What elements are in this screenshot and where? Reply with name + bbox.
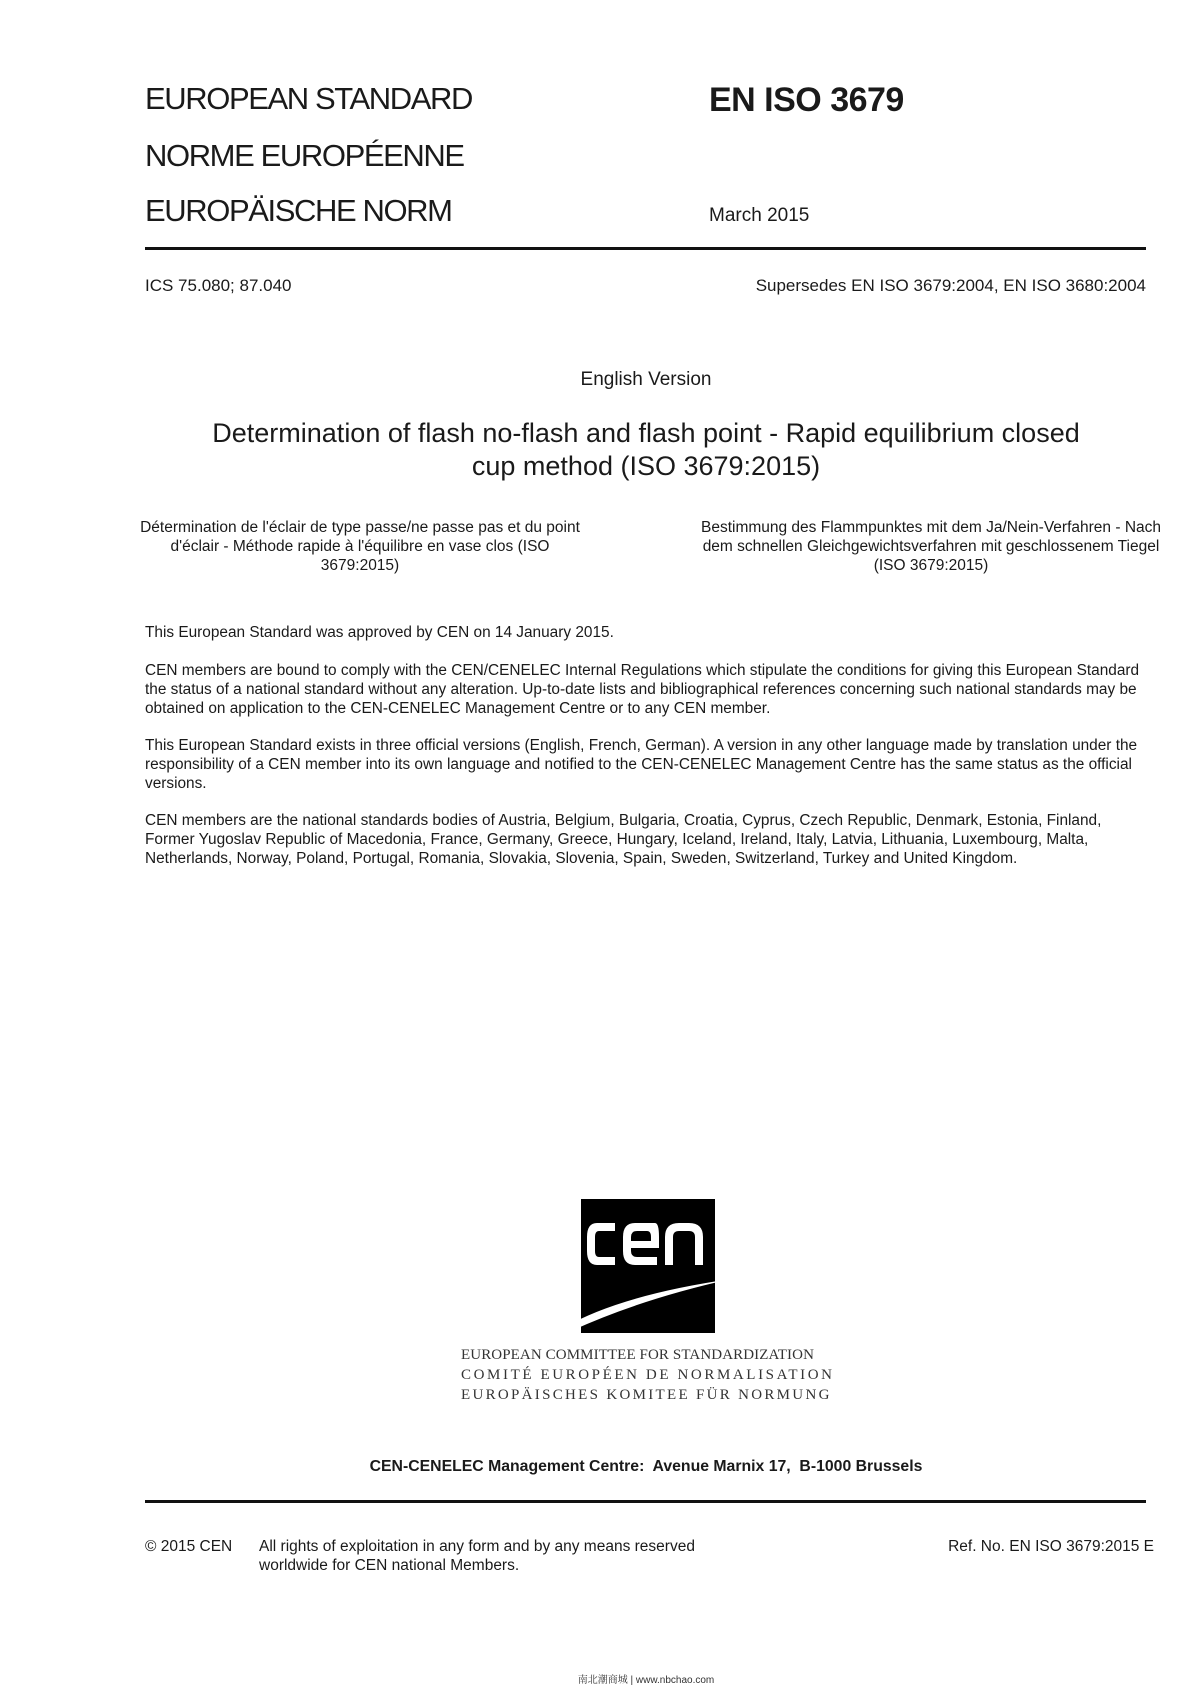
header-name-fr: NORME EUROPÉENNE [145, 138, 464, 173]
reference-number: Ref. No. EN ISO 3679:2015 E [948, 1538, 1154, 1555]
publication-date: March 2015 [709, 205, 810, 226]
regulations-paragraph: CEN members are bound to comply with the CEN/CENELEC Internal Regulations which stipulate the conditions for giving this European Standard the status of a national standard without any alteration. Up-to-date lists and bibliographical references concerning such national standards may be obtained on application to the CEN-CENELEC Management Centre or to any CEN member. [145, 662, 1140, 717]
cen-logo-icon [581, 1199, 715, 1333]
watermark-link[interactable]: 南北潮商城 | www.nbchao.com [577, 1675, 715, 1686]
version-label: English Version [580, 369, 712, 390]
header-name-en: EUROPEAN STANDARD [145, 81, 473, 116]
document-title-french: Détermination de l'éclair de type passe/ne passe pas et du point d'éclair - Méthode rapide à l'équilibre en vase clos (ISO 3679:2015) [140, 519, 580, 574]
document-title: Determination of flash no-flash and flash point - Rapid equilibrium closed cup method (ISO 3679:2015) [212, 418, 1080, 481]
footer-divider [145, 1500, 1146, 1503]
supersedes-note: Supersedes EN ISO 3679:2004, EN ISO 3680:2004 [755, 276, 1146, 295]
header-divider [145, 247, 1146, 250]
ics-code: ICS 75.080; 87.040 [145, 276, 292, 295]
rights-statement: All rights of exploitation in any form and by any means reserved worldwide for CEN national Members. [259, 1538, 695, 1574]
committee-name-en: EUROPEAN COMMITTEE FOR STANDARDIZATION [461, 1347, 815, 1363]
standard-code: EN ISO 3679 [709, 81, 904, 119]
versions-paragraph: This European Standard exists in three official versions (English, French, German). A version in any other language made by translation under the responsibility of a CEN member into its own language and notified to the CEN-CENELEC Management Centre has the same status as the official versions. [145, 737, 1138, 792]
committee-name-de: EUROPÄISCHES KOMITEE FÜR NORMUNG [461, 1387, 832, 1403]
management-centre-address: CEN-CENELEC Management Centre: Avenue Marnix 17, B-1000 Brussels [369, 1458, 923, 1475]
members-paragraph: CEN members are the national standards bodies of Austria, Belgium, Bulgaria, Croatia, Cyprus, Czech Republic, Denmark, Estonia, Finland, Former Yugoslav Republic of Macedonia, France, Germany, Greece, Hungary, Iceland, Ireland, Italy, Latvia, Lithuania, Luxembourg, Malta, Netherlands, Norway, Poland, Portugal, Romania, Slovakia, Slovenia, Spain, Sweden, Switzerland, Turkey and United Kingdom. [145, 812, 1102, 867]
copyright-notice: © 2015 CEN [145, 1538, 233, 1555]
header-name-de: EUROPÄISCHE NORM [145, 193, 452, 228]
document-title-german: Bestimmung des Flammpunktes mit dem Ja/Nein-Verfahren - Nach dem schnellen Gleichgewichtsverfahren mit geschlossenem Tiegel (ISO 3679:2015) [700, 519, 1161, 574]
committee-names [461, 1345, 841, 1405]
committee-name-fr: COMITÉ EUROPÉEN DE NORMALISATION [461, 1367, 835, 1383]
approval-paragraph: This European Standard was approved by CEN on 14 January 2015. [145, 624, 614, 641]
